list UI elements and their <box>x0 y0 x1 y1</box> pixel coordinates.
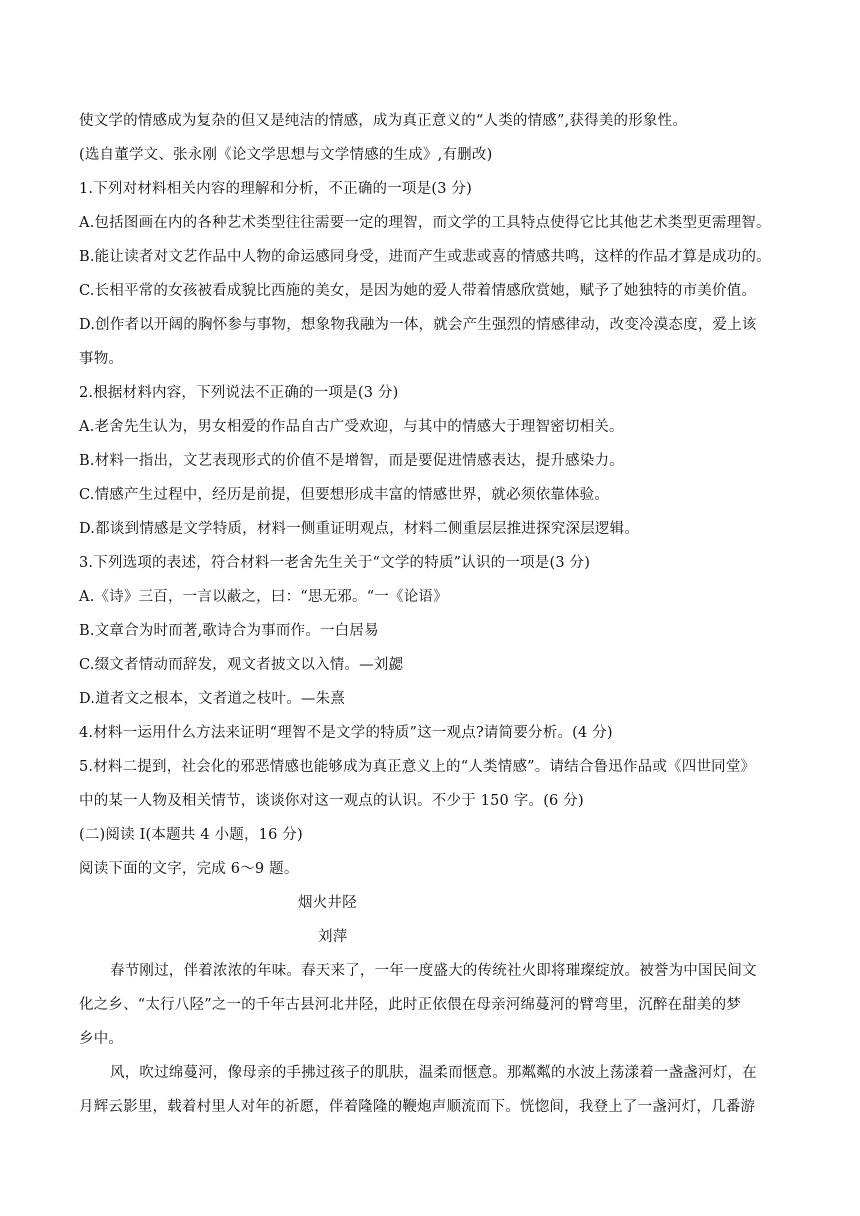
q2-option-a: A.老舍先生认为，男女相爱的作品自古广受欢迎，与其中的情感大于理智密切相关。 <box>79 419 624 435</box>
q3-option-a: A.《诗》三百，一言以蔽之，曰：“思无邪。“一《论语》 <box>79 589 448 605</box>
q2-option-c: C.情感产生过程中，经历是前提，但要想形成丰富的情感世界，就必须依靠体验。 <box>79 487 610 503</box>
q1-option-a: A.包括图画在内的各种艺术类型往往需要一定的理智，而文学的工具特点使得它比其他艺术类型更需理智。 <box>79 215 771 231</box>
paragraph-2-line-2: 月辉云影里，载着村里人对年的祈愿，伴着隆隆的鞭炮声顺流而下。恍惚间，我登上了一盏河灯，几番游 <box>79 1099 756 1115</box>
source-citation: (选自董学文、张永刚《论文学思想与文学情感的生成》,有删改) <box>79 147 493 163</box>
q1-option-d-continued: 事物。 <box>79 351 124 367</box>
text-line: 使文学的情感成为复杂的但又是纯洁的情感，成为真正意义的“人类的情感”,获得美的形象性。 <box>79 113 688 129</box>
q1-option-b: B.能让读者对文艺作品中人物的命运感同身受，进而产生或悲或喜的情感共鸣，这样的作品才算是成功的。 <box>79 249 771 265</box>
q2-option-d: D.都谈到情感是文学特质，材料一侧重证明观点，材料二侧重层层推进探究深层逻辑。 <box>79 521 640 537</box>
article-title: 烟火井陉 <box>298 895 357 911</box>
section-heading: (二)阅读 I(本题共 4 小题，16 分) <box>79 827 303 843</box>
paragraph-1-line-1: 春节刚过，伴着浓浓的年味。春天来了，一年一度盛大的传统社火即将璀璨绽放。被誉为中国民间文 <box>110 963 757 979</box>
q3-option-c: C.缀文者情动而辞发，观文者披文以入情。—刘勰 <box>79 657 404 673</box>
q3-option-d: D.道者文之根本，文者道之枝叶。—朱熹 <box>79 691 346 707</box>
q1-option-c: C.长相平常的女孩被看成貌比西施的美女，是因为她的爱人带着情感欣赏她，赋予了她独特的市美价值。 <box>79 283 757 299</box>
q3-option-b: B.文章合为时而著,歌诗合为事而作。一白居易 <box>79 623 379 639</box>
paragraph-2-line-1: 风，吹过绵蔓河，像母亲的手拂过孩子的肌肤，温柔而惬意。那粼粼的水波上荡漾着一盏盏河灯，在 <box>110 1065 757 1081</box>
question-4: 4.材料一运用什么方法来证明“理智不是文学的特质”这一观点?请简要分析。(4 分) <box>79 725 613 741</box>
q1-option-d: D.创作者以开阔的胸怀参与事物，想象物我融为一体，就会产生强烈的情感律动，改变冷漠态度，爱上该 <box>79 317 757 333</box>
question-2: 2.根据材料内容，下列说法不正确的一项是(3 分) <box>79 385 399 401</box>
article-author: 刘萍 <box>318 929 348 945</box>
paragraph-1-line-3: 乡中。 <box>79 1031 124 1047</box>
question-5-continued: 中的某一人物及相关情节，谈谈你对这一观点的认识。不少于 150 字。(6 分) <box>79 793 584 809</box>
question-5: 5.材料二提到，社会化的邪恶情感也能够成为真正意义上的“人类情感”。请结合鲁迅作品或《四世同堂》 <box>79 759 756 775</box>
question-3: 3.下列选项的表述，符合材料一老舍先生关于“文学的特质”认识的一项是(3 分) <box>79 555 591 571</box>
reading-instruction: 阅读下面的文字，完成 6～9 题。 <box>79 861 299 877</box>
paragraph-1-line-2: 化之乡、“太行八陉”之一的千年古县河北井陉，此时正依偎在母亲河绵蔓河的臂弯里，沉醉在甜美的梦 <box>79 997 742 1013</box>
q2-option-b: B.材料一指出，文艺表现形式的价值不是增智，而是要促进情感表达，提升感染力。 <box>79 453 624 469</box>
question-1: 1.下列对材料相关内容的理解和分析，不正确的一项是(3 分) <box>79 181 472 197</box>
